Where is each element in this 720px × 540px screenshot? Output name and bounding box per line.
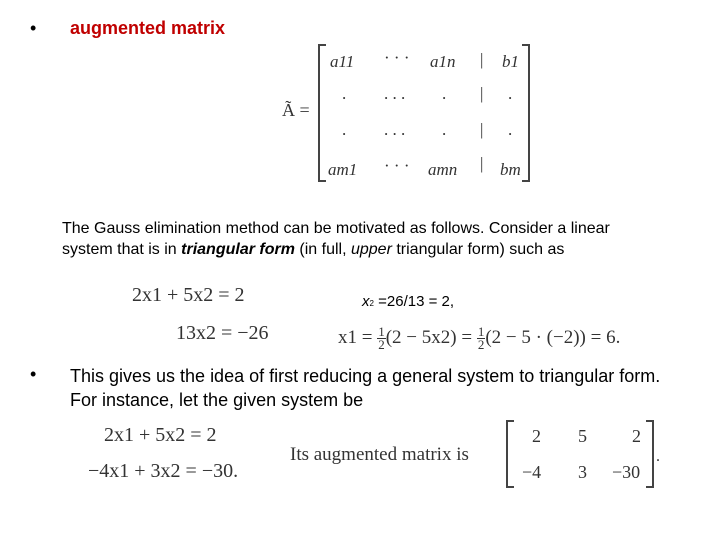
- matrix-cell: .: [508, 120, 513, 139]
- matrix-cell: |: [480, 154, 484, 173]
- matrix-right-bracket: [522, 44, 530, 182]
- given-system-eq1: 2x1 + 5x2 = 2: [104, 424, 217, 446]
- bullet-text: This gives us the idea of first reducing a general system to triangular form. For instance, let the given system be: [70, 366, 661, 410]
- matrix-cell: . . .: [384, 84, 406, 103]
- paragraph-text: triangular form) such as: [391, 241, 565, 258]
- matrix-cell: bm: [500, 160, 521, 179]
- matrix-cell: · · ·: [384, 156, 410, 175]
- x2-solution: [362, 293, 454, 310]
- paragraph-text: (in full,: [294, 241, 351, 258]
- fraction-den: 2: [477, 337, 485, 352]
- its-augmented-label: Its augmented matrix is: [290, 444, 469, 465]
- matrix-cell: .: [442, 120, 447, 139]
- paragraph-text: The Gauss elimination method can be motivated as follows. Consider a linear system that is in: [62, 220, 610, 258]
- matrix-cell: 2: [632, 426, 641, 446]
- x1-equation: [338, 326, 620, 351]
- matrix-cell: · · ·: [384, 48, 410, 67]
- bullet-marker: •: [30, 364, 37, 384]
- matrix-cell: .: [342, 120, 347, 139]
- matrix-right-bracket: [646, 420, 654, 488]
- matrix-cell: −4: [522, 462, 542, 482]
- given-matrix-figure: [506, 418, 666, 488]
- matrix-lhs: Ã =: [282, 100, 310, 120]
- given-system-eq2: −4x1 + 3x2 = −30.: [88, 460, 239, 482]
- gauss-paragraph: [62, 218, 662, 260]
- matrix-trailing-dot: .: [656, 448, 660, 465]
- fraction-num: 1: [378, 324, 385, 339]
- matrix-cell: amn: [428, 160, 458, 179]
- matrix-cell: |: [480, 120, 484, 139]
- matrix-cell: . . .: [384, 120, 406, 139]
- matrix-cell: a11: [330, 52, 355, 71]
- x2-rest: =26/13 = 2,: [373, 293, 455, 310]
- fraction-num: 1: [477, 324, 485, 339]
- matrix-cell: −30: [612, 462, 641, 482]
- x1-rest: (2 − 5 · (−2)) = 6.: [485, 326, 621, 348]
- bullet-marker: •: [30, 18, 37, 38]
- matrix-left-bracket: [506, 420, 514, 488]
- matrix-cell: .: [342, 84, 347, 103]
- tri-system-eq2: 13x2 = −26: [176, 322, 269, 344]
- matrix-cell: 5: [578, 426, 587, 446]
- matrix-cell: 2: [532, 426, 541, 446]
- paragraph-emphasis: triangular form: [181, 241, 295, 258]
- matrix-cell: .: [508, 84, 513, 103]
- matrix-left-bracket: [318, 44, 326, 182]
- matrix-cell: 3: [578, 462, 587, 482]
- augmented-matrix-figure: [280, 40, 540, 185]
- matrix-cell: |: [480, 84, 484, 103]
- x2-sub: 2: [369, 299, 374, 308]
- matrix-cell: .: [442, 84, 447, 103]
- section-heading: augmented matrix: [70, 18, 226, 38]
- x1-lhs: x1 =: [338, 326, 373, 348]
- matrix-cell: am1: [328, 160, 358, 179]
- matrix-cell: a1n: [430, 52, 456, 71]
- x1-mid: (2 − 5x2) =: [385, 326, 473, 348]
- fraction: [377, 326, 386, 351]
- x2-var: x: [362, 293, 370, 310]
- matrix-cell: b1: [502, 52, 519, 71]
- matrix-cell: |: [480, 50, 484, 69]
- tri-system-eq1: 2x1 + 5x2 = 2: [132, 284, 245, 306]
- fraction-den: 2: [378, 337, 385, 352]
- paragraph-emphasis: upper: [350, 241, 392, 258]
